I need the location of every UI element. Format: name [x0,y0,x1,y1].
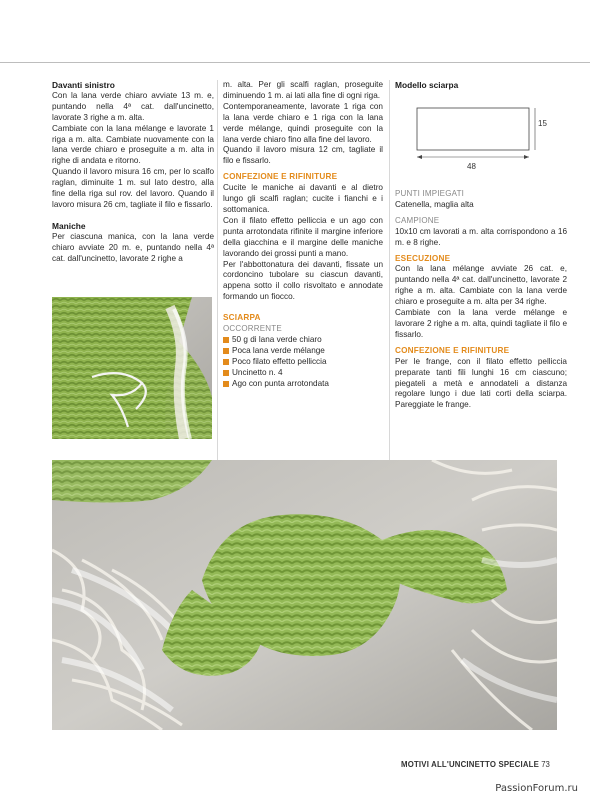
footer-title: MOTIVI ALL'UNCINETTO SPECIALE [401,760,540,769]
confezione-sciarpa-paragraph: Per le frange, con il filato effetto pelliccia preparate tanti fili lunghi 16 cm ciascuno; piegateli a metà e annodateli a distanza regolare lungo i due lati corti della sciarpa. Pareggiate le frange. [395,356,567,410]
jacket-sleeve-photo [52,297,212,439]
esecuzione-paragraph-2: Cambiate con la lana verde mélange e lavorare 2 righe a m. alta, quindi tagliate il filo e fissarlo. [395,308,567,339]
column-divider-2 [389,80,390,460]
list-item: Uncinetto n. 4 [223,368,383,379]
confezione-paragraph-1: Cucite le maniche ai davanti e al dietro lungo gli scalfi raglan; cucite i fianchi e i sottomanica. [223,183,383,214]
esecuzione-heading: ESECUZIONE [395,253,451,263]
maniche-paragraph-1: Per ciascuna manica, con la lana verde chiaro avviate 20 m. e, puntando nella 4ª cat. dall'uncinetto, lavorate 2 righe a [52,231,214,263]
campione-text: 10x10 cm lavorati a m. alta corrispondono a 16 m. e 8 righe. [395,226,567,247]
davanti-heading: Davanti sinistro [52,80,115,90]
esecuzione-paragraph-1: Con la lana mélange avviate 26 cat. e, puntando nella 4ª cat. dall'uncinetto, lavorate 2 righe a m. alta. Cambiate con la lana verde chiaro e proseguite a m. alta per 34 righe. [395,264,567,307]
column-right-body [395,189,567,411]
campione-label: CAMPIONE [395,215,440,225]
occorrente-list [223,335,383,390]
maniche-heading: Maniche [52,220,86,231]
column-divider-1 [217,80,218,460]
punti-label: PUNTI IMPIEGATI [395,189,465,198]
scarf-photo [52,460,557,730]
scarf-schema-diagram [395,90,555,180]
maniche-continued-1: m. alta. Per gli scalfi raglan, proseguite diminuendo 1 m. ai lati alla fine di ogni riga. [223,80,383,100]
list-item: Ago con punta arrotondata [223,379,383,390]
modello-heading: Modello sciarpa [395,80,459,90]
maniche-continued-3: Quando il lavoro misura 12 cm, tagliate il filo e fissarlo. [223,145,383,166]
schema-rectangle [417,108,529,150]
list-item: Poco filato effetto pelliccia [223,357,383,368]
top-rule [0,62,590,63]
watermark: PassionForum.ru [495,783,578,794]
confezione-paragraph-2: Con il filato effetto pelliccia e un ago con punta arrotondata rifinite il margine inferiore della giacchina e il margine delle maniche lavorando dei grossi punti a mano. [223,215,383,258]
schema-height-label: 15 [538,119,547,128]
page-number: 73 [541,760,550,769]
occorrente-label: OCCORRENTE [223,324,282,334]
page-footer [401,760,581,769]
maniche-continued-2: Contemporaneamente, lavorate 1 riga con la lana verde chiaro e 1 riga con la lana verde mélange, quindi proseguite con la lana verde chiaro fino alla fine del lavoro. [223,101,383,144]
column-left [52,80,214,265]
column-middle [223,80,383,389]
confezione-paragraph-3: Per l'abbottonatura dei davanti, fissate un cordoncino tubolare su ciascun davanti, appena sotto il collo risvoltato e annodate formando un fiocco. [223,259,383,302]
punti-text: Catenella, maglia alta [395,199,474,209]
davanti-paragraph-2: Cambiate con la lana mélange e lavorate 1 riga a m. alta. Cambiate nuovamente con la lana verde chiaro e proseguite a m. alta in righe di andata e ritorno. [52,123,214,166]
list-item: Poca lana verde mélange [223,346,383,357]
confezione-heading: CONFEZIONE E RIFINITURE [223,172,338,182]
list-item: 50 g di lana verde chiaro [223,335,383,346]
davanti-paragraph-3: Quando il lavoro misura 16 cm, per lo scalfo raglan, diminuite 1 m. sul lato destro, alla fine della riga sul rov. del lavoro. Quando il lavoro misura 26 cm, tagliate il filo e fissarlo. [52,167,214,209]
schema-width-label: 48 [467,162,476,171]
sciarpa-heading: SCIARPA [223,313,261,323]
confezione-sciarpa-heading: CONFEZIONE E RIFINITURE [395,345,510,355]
davanti-paragraph-1: Con la lana verde chiaro avviate 13 m. e, puntando nella 4ª cat. dall'uncinetto, lavorate 3 righe a m. alta. [52,90,214,122]
